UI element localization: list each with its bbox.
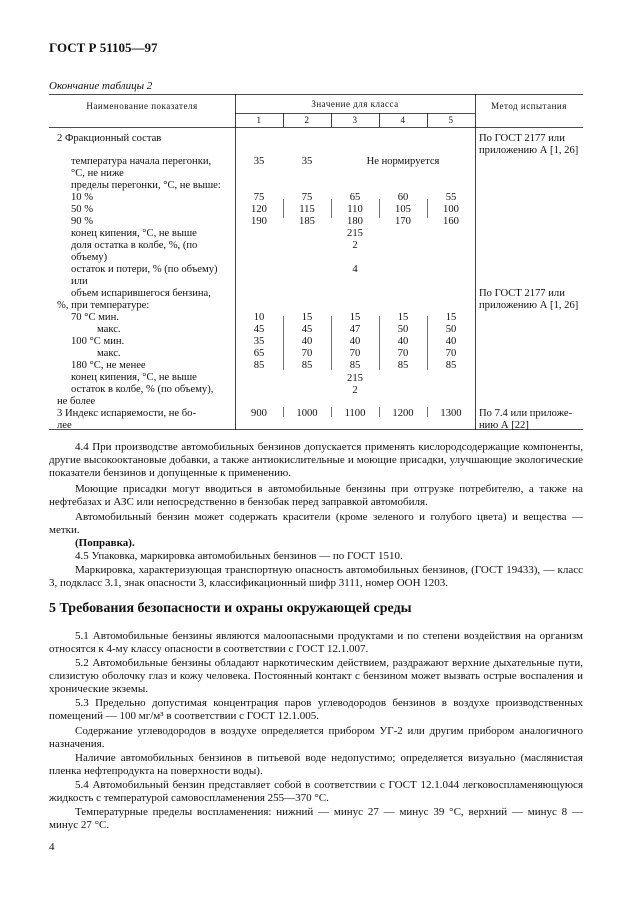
table-cell-merged: 2: [352, 385, 358, 396]
table-cell: 85: [349, 360, 361, 371]
class-header: 5: [448, 115, 454, 125]
method-cell: нию А [22]: [479, 420, 529, 431]
row-label: 100 °С мин.: [71, 336, 125, 347]
row-label: объему): [71, 252, 108, 263]
table-cell: 85: [397, 360, 409, 371]
row-label: конец кипения, °С, не выше: [71, 228, 197, 239]
row-label: пределы перегонки, °С, не выше:: [71, 180, 221, 191]
table-cell: 1200: [392, 408, 414, 419]
table-cell: 40: [301, 336, 313, 347]
section-heading: 5 Требования безопасности и охраны окружающей среды: [49, 601, 412, 616]
class-header: 4: [400, 115, 406, 125]
table-cell: 100: [443, 204, 459, 215]
table-cell: 15: [301, 312, 313, 323]
table-cell: 15: [445, 312, 457, 323]
table-cell: 15: [397, 312, 409, 323]
row-label: 50 %: [71, 204, 94, 215]
paragraph-5-1: 5.1 Автомобильные бензины являются малоопасными продуктами и по степени воздействия на организм относятся к 4-му классу опасности в соответствии с ГОСТ 12.1.007.: [49, 630, 583, 656]
table-cell-merged: 215: [347, 373, 363, 384]
table-cell: 75: [301, 192, 313, 203]
table-cell: 35: [253, 336, 265, 347]
table-cell: 45: [301, 324, 313, 335]
row-label: °С, не ниже: [71, 168, 124, 179]
table-cell: 75: [253, 192, 265, 203]
page-number: 4: [49, 841, 55, 853]
row-label: 180 °С, не менее: [71, 360, 146, 371]
column-header-name: Наименование показателя: [86, 101, 198, 111]
row-label: температура начала перегонки,: [71, 156, 212, 167]
table-cell: 10: [253, 312, 265, 323]
paragraph-4-4: 4.4 При производстве автомобильных бензинов допускается применять кислородсодержащие компоненты, другие высокооктановые добавки, а также антиокислительные и моющие присадки, улучшающие экологические показатели бензинов и допущенные к применению.: [49, 441, 583, 480]
row-label: 90 %: [71, 216, 94, 227]
table-cell: 170: [395, 216, 411, 227]
row-label: 3 Индекс испаряемости, не бо-: [57, 408, 197, 419]
document-header: ГОСТ Р 51105—97: [49, 40, 158, 55]
table-cell: 120: [251, 204, 267, 215]
row-label: объем испарившегося бензина,: [71, 288, 211, 299]
table-cell: 70: [397, 348, 409, 359]
table-cell: 47: [349, 324, 361, 335]
row-label: макс.: [97, 324, 121, 335]
table-cell: 1000: [296, 408, 318, 419]
table-cell: 190: [251, 216, 267, 227]
class-header: 1: [256, 115, 262, 125]
table-cell: 35: [301, 156, 313, 167]
paragraph: Автомобильный бензин может содержать красители (кроме зеленого и голубого цвета) и вещества — метки.: [49, 511, 583, 537]
class-header: 2: [304, 115, 310, 125]
row-label: 70 °С мин.: [71, 312, 119, 323]
row-label: лее: [57, 420, 72, 431]
table-cell: 45: [253, 324, 265, 335]
table-cell: 110: [347, 204, 363, 215]
table-cell: 70: [349, 348, 361, 359]
row-label: 10 %: [71, 192, 94, 203]
table-cell: 50: [397, 324, 409, 335]
table-cell: 50: [445, 324, 457, 335]
method-cell: приложению А [1, 26]: [479, 300, 579, 311]
table-cell: 180: [347, 216, 363, 227]
table-cell: 85: [253, 360, 265, 371]
table-cell: 1100: [344, 408, 366, 419]
table-cell: 15: [349, 312, 361, 323]
data-table: [49, 94, 583, 430]
method-cell: приложению А [1, 26]: [479, 145, 579, 156]
table-cell: 65: [349, 192, 361, 203]
correction-note: (Поправка).: [75, 537, 135, 549]
row-label: макс.: [97, 348, 121, 359]
paragraph: Моющие присадки могут вводиться в автомобильные бензины при отгрузке потребителю, а также на нефтебазах и АЗС или непосредственно в бензобак перед заправкой автомобиля.: [49, 483, 583, 509]
row-label: остаток и потери, % (по объему): [71, 264, 218, 275]
table-cell: 900: [251, 408, 267, 419]
table-cell: 105: [395, 204, 411, 215]
paragraph: Маркировка, характеризующая транспортную опасность автомобильных бензинов, (ГОСТ 19433), — класс 3, подкласс 3.1, знак опасности 3, классификационный шифр 3111, номер ООН 1203.: [49, 564, 583, 590]
column-header-value: Значение для класса: [311, 99, 399, 109]
paragraph-4-5: 4.5 Упаковка, маркировка автомобильных бензинов — по ГОСТ 1510.: [75, 550, 403, 562]
table-cell: 40: [397, 336, 409, 347]
method-cell: По ГОСТ 2177 или: [479, 133, 565, 144]
table-cell: 1300: [440, 408, 462, 419]
method-cell: По ГОСТ 2177 или: [479, 288, 565, 299]
table-cell: 35: [253, 156, 265, 167]
table-cell: 85: [301, 360, 313, 371]
table-cell: 70: [445, 348, 457, 359]
table-cell: 40: [349, 336, 361, 347]
table-cell: 60: [397, 192, 409, 203]
row-label: не более: [57, 396, 96, 407]
paragraph-5-4: 5.4 Автомобильный бензин представляет собой в соответствии с ГОСТ 12.1.044 легковоспламеняющуюся жидкость с температурой самовоспламенения 255—370 °С.: [49, 779, 583, 805]
class-header: 3: [352, 115, 358, 125]
table-cell: 40: [445, 336, 457, 347]
paragraph-5-3: 5.3 Предельно допустимая концентрация паров углеводородов бензинов в воздухе производственных помещений — 100 мг/м³ в соответствии с ГОСТ 12.1.005.: [49, 697, 583, 723]
row-label: %, при температуре:: [57, 300, 150, 311]
table-cell: 85: [445, 360, 457, 371]
paragraph: Температурные пределы воспламенения: нижний — минус 27 — минус 39 °С, верхний — минус 8 — минус 27 °С.: [49, 806, 583, 832]
paragraph-5-2: 5.2 Автомобильные бензины обладают наркотическим действием, раздражают верхние дыхательные пути, слизистую оболочку глаз и кожу человека. Постоянный контакт с бензином может вызвать острые воспаления и хронические экземы.: [49, 657, 583, 696]
row-label: 2 Фракционный состав: [57, 133, 162, 144]
paragraph: Наличие автомобильных бензинов в питьевой воде недопустимо; определяется визуально (маслянистая пленка нефтепродукта на поверхности воды).: [49, 752, 583, 778]
table-cell: 70: [301, 348, 313, 359]
table-cell: 55: [445, 192, 457, 203]
table-cell-merged: 2: [352, 240, 358, 251]
row-label: остаток в колбе, % (по объему),: [71, 384, 214, 395]
table-cell-merged: 215: [347, 228, 363, 239]
paragraph: Содержание углеводородов в воздухе определяется прибором УГ-2 или другим прибором аналогичного назначения.: [49, 725, 583, 751]
table-cell-merged: 4: [352, 264, 358, 275]
method-cell: По 7.4 или приложе-: [479, 408, 573, 419]
column-header-method: Метод испытания: [491, 101, 567, 111]
row-label: доля остатка в колбе, %, (по: [71, 240, 198, 251]
row-label: конец кипения, °С, не выше: [71, 372, 197, 383]
row-label: или: [71, 276, 88, 287]
table-cell: 65: [253, 348, 265, 359]
table-cell: 115: [299, 204, 315, 215]
table-cell-merged: Не нормируется: [366, 156, 440, 167]
table-cell: 185: [299, 216, 315, 227]
table-caption: Окончание таблицы 2: [49, 80, 153, 92]
table-cell: 160: [443, 216, 459, 227]
